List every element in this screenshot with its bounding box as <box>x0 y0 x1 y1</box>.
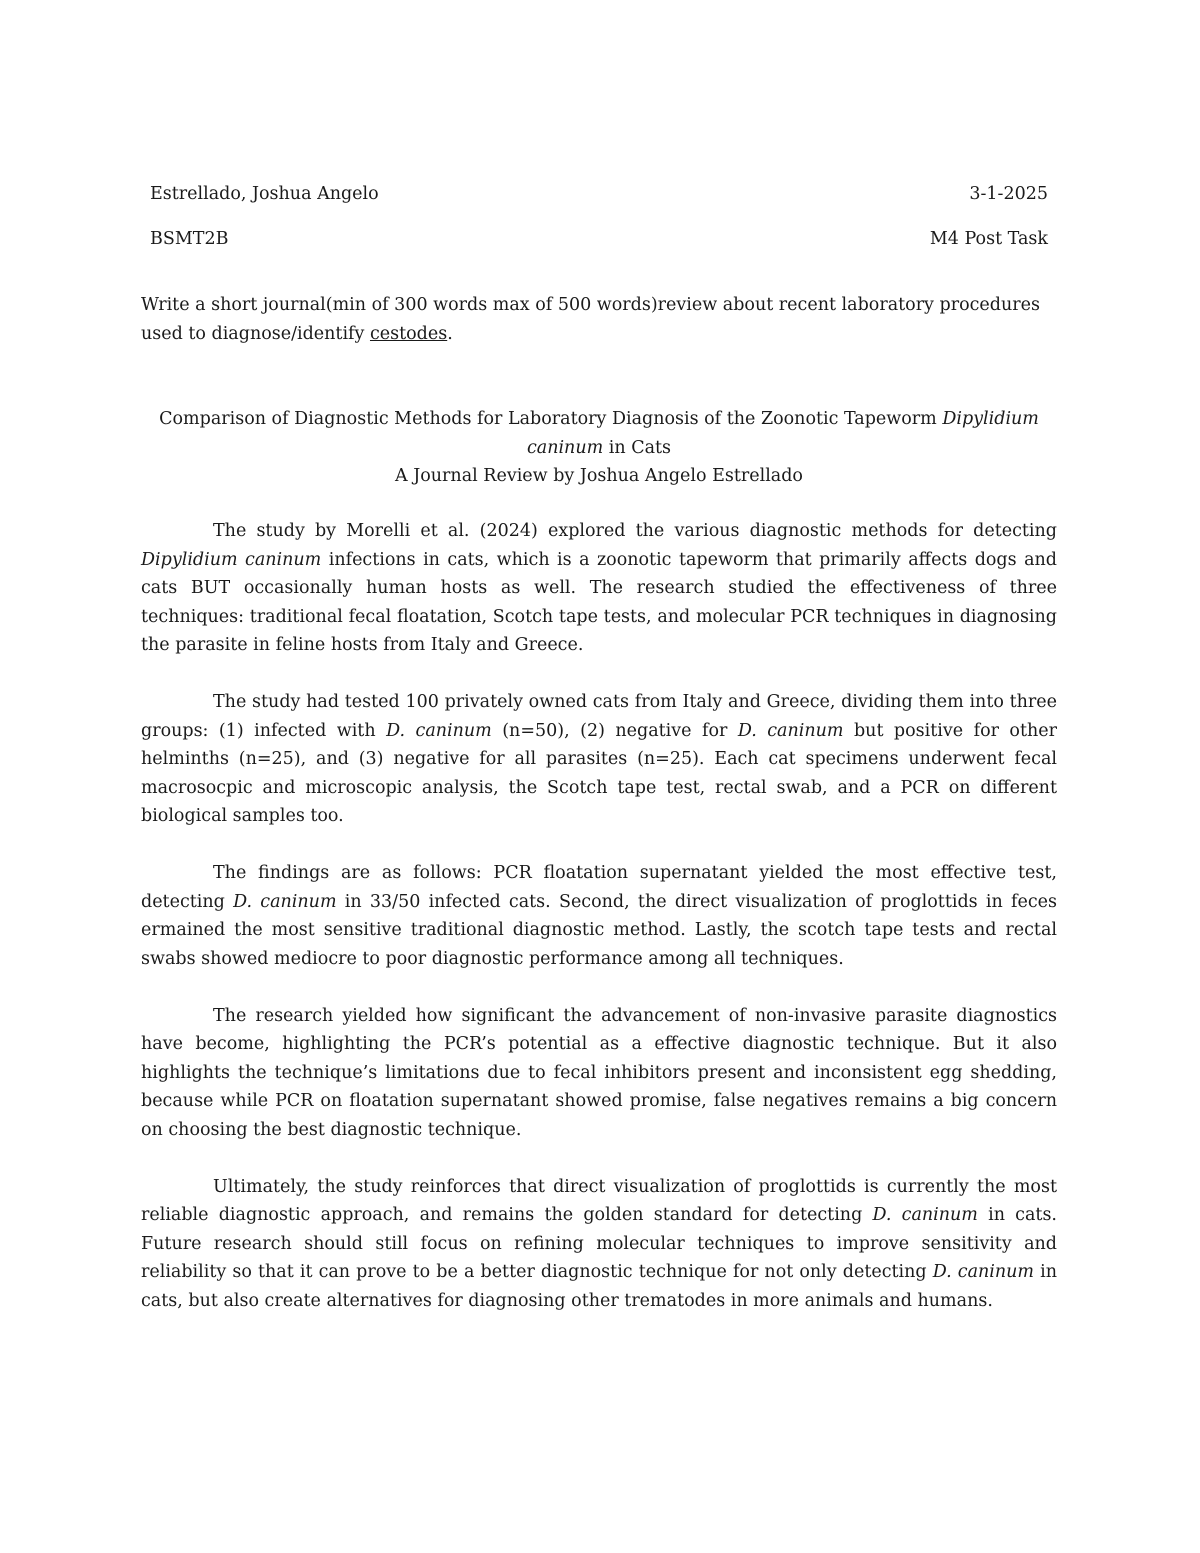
paragraph-1 <box>141 517 1057 660</box>
section: BSMT2B <box>150 229 229 249</box>
title-italic: Dipylidium caninum <box>526 409 1039 458</box>
date: 3-1-2025 <box>969 184 1048 204</box>
p4-text-a: The research yielded how significant the advancement of non-invasive parasite diagnostics have become, highlighting the PCR’s potential as a effective diagnostic technique. But it also highlights the technique’s limitations due to fecal inhibitors present and inconsistent egg shedding, because while PCR on floatation supernatant showed promise, false negatives remains a big concern on choosing the best diagnostic technique. <box>141 1005 1057 1140</box>
p5-italic-2: D. caninum <box>932 1262 1035 1282</box>
paragraph-2 <box>141 688 1057 831</box>
prompt-underlined-word: cestodes <box>369 324 448 344</box>
p5-text-a: Ultimately, the study reinforces that direct visualization of proglottids is currently the most reliable diagnostic approach, and remains the golden standard for detecting <box>141 1176 1057 1225</box>
review-title-block <box>141 405 1057 491</box>
p2-italic-1: D. caninum <box>386 720 492 741</box>
assignment-prompt <box>141 291 1057 349</box>
student-name: Estrellado, Joshua Angelo <box>150 184 379 204</box>
p2-text-a: The study had tested 100 privately owned cats from Italy and Greece, dividing them into three groups: (1) infected with <box>141 692 1057 741</box>
p1-italic-1: Dipylidium caninum <box>141 549 322 570</box>
review-byline: A Journal Review by Joshua Angelo Estrellado <box>395 466 803 486</box>
paragraph-3 <box>141 859 1057 973</box>
p2-italic-2: D. caninum <box>737 720 844 741</box>
p3-text-a: The findings are as follows: PCR floatation supernatant yielded the most effective test, detecting <box>141 863 1057 912</box>
title-tail: in Cats <box>603 437 672 458</box>
p1-text-b: infections in cats, which is a zoonotic tapeworm that primarily affects dogs and cats BUT occasionally human hosts as well. The research studied the effectiveness of three techniques: traditional fecal floatation, Scotch tape tests, and molecular PCR techniques in diagnosing the parasite in feline hosts from Italy and Greece. <box>141 549 1057 655</box>
review-body <box>141 517 1057 1344</box>
header-row-1 <box>150 183 1048 205</box>
p5-text-c: in cats, but also create alternatives for diagnosing other trematodes in more animals and humans. <box>141 1262 1057 1311</box>
p5-italic-1: D. caninum <box>872 1205 978 1225</box>
review-title <box>141 405 1057 462</box>
p3-text-b: in 33/50 infected cats. Second, the direct visualization of proglottids in feces ermained the most sensitive traditional diagnostic method. Lastly, the scotch tape tests and rectal swabs showed mediocre to poor diagnostic performance among all techniques. <box>141 891 1057 969</box>
paragraph-4 <box>141 1002 1057 1145</box>
prompt-tail: . <box>447 324 453 344</box>
header-row-2 <box>150 228 1048 250</box>
task-label: M4 Post Task <box>929 229 1048 249</box>
prompt-text: Write a short journal(min of 300 words max of 500 words)review about recent laboratory procedures used to diagnose/identify <box>141 295 1040 344</box>
p3-italic-1: D. caninum <box>233 891 337 912</box>
p2-text-c: but positive for other helminths (n=25), and (3) negative for all parasites (n=25). Each cat specimens underwent fecal macrosocpic and microscopic analysis, the Scotch tape test, rectal swab, and a PCR on different biological samples too. <box>141 720 1057 826</box>
p2-text-b: (n=50), (2) negative for <box>491 720 738 741</box>
title-plain: Comparison of Diagnostic Methods for Laboratory Diagnosis of the Zoonotic Tapeworm <box>159 409 943 429</box>
p5-text-b: in cats. Future research should still focus on refining molecular techniques to improve sensitivity and reliability so that it can prove to be a better diagnostic technique for not only detecting <box>141 1205 1057 1282</box>
paragraph-5 <box>141 1173 1057 1316</box>
p1-text-a: The study by Morelli et al. (2024) explored the various diagnostic methods for detecting <box>213 521 1057 541</box>
